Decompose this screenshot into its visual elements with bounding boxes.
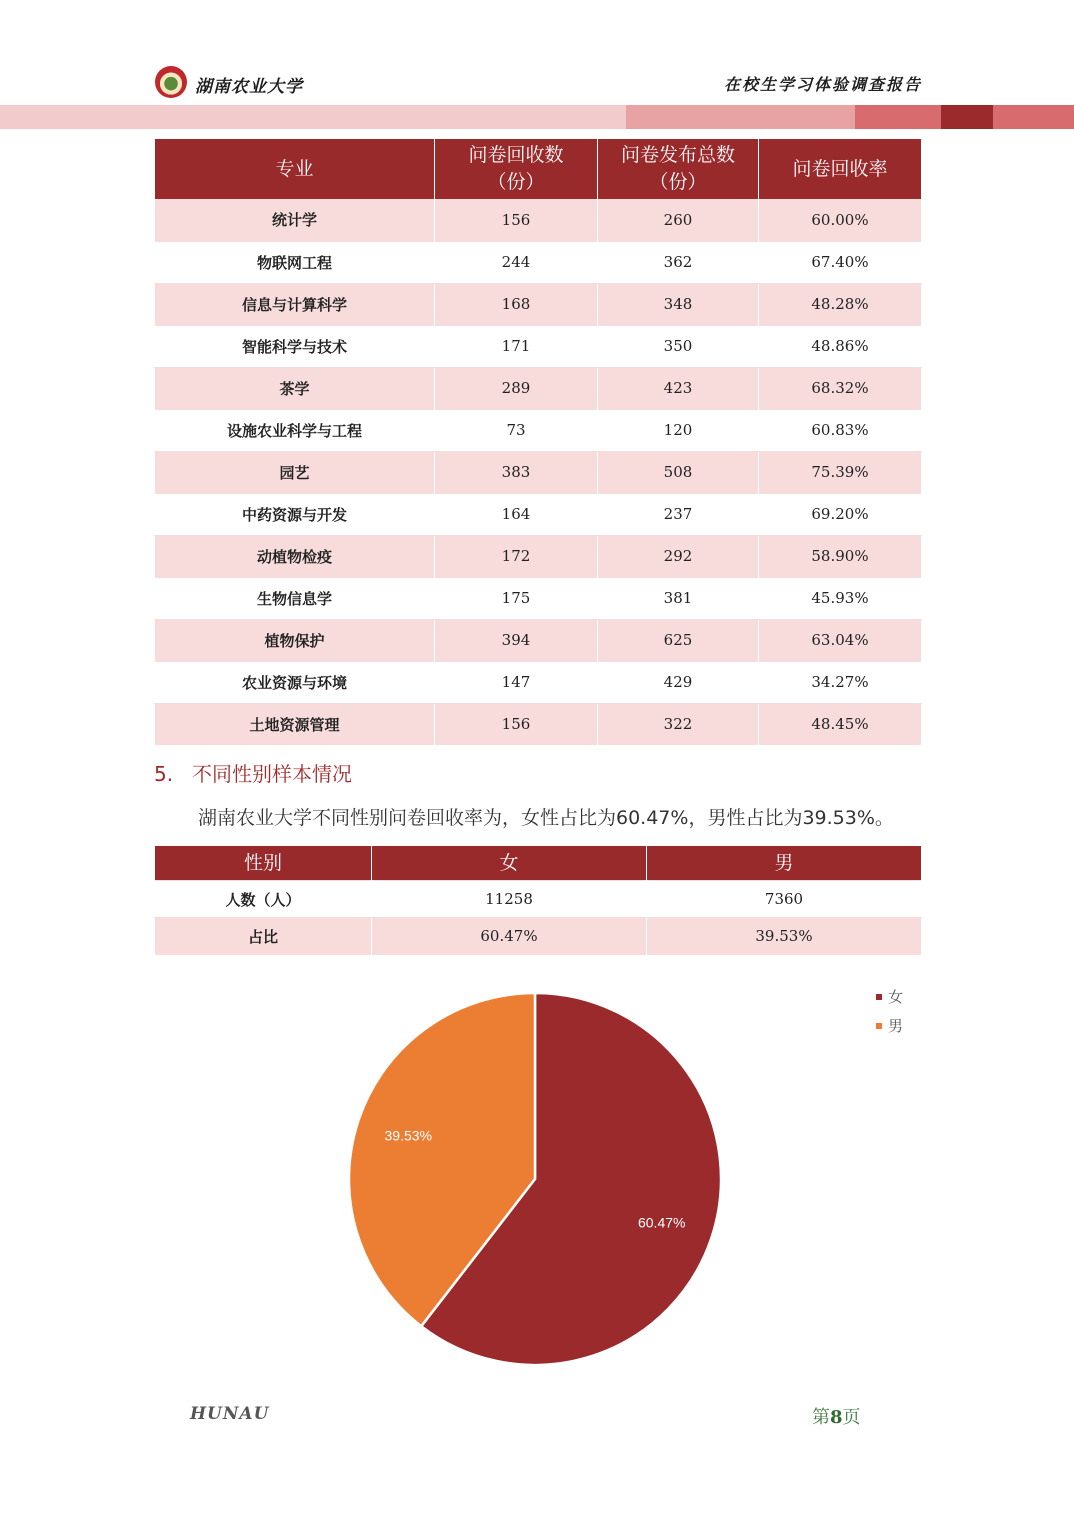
cell-major: 物联网工程 [155, 241, 435, 283]
footer-brand: HUNAU [190, 1404, 270, 1424]
cell-major: 茶学 [155, 367, 435, 409]
cell-returned: 172 [435, 535, 598, 577]
cell-issued: 381 [598, 577, 759, 619]
band-segment [855, 105, 941, 129]
legend-swatch [876, 1023, 882, 1029]
cell-issued: 292 [598, 535, 759, 577]
gender-pie-chart [0, 960, 1074, 1380]
cell-issued: 322 [598, 703, 759, 745]
cell-major: 生物信息学 [155, 577, 435, 619]
section-paragraph: 湖南农业大学不同性别问卷回收率为，女性占比为60.47%，男性占比为39.53%。 [198, 807, 894, 829]
university-logo [155, 66, 187, 98]
table-row [155, 325, 922, 367]
legend-item-female [876, 982, 903, 1011]
cell-rate: 60.00% [759, 199, 922, 241]
cell-major: 智能科学与技术 [155, 325, 435, 367]
table-header-row [155, 846, 922, 881]
legend-label: 女 [888, 988, 904, 1006]
cell-returned: 175 [435, 577, 598, 619]
cell-major: 动植物检疫 [155, 535, 435, 577]
header-rate: 问卷回收率 [759, 139, 922, 199]
table-row [155, 283, 922, 325]
pie-data-label: 39.53% [384, 1127, 433, 1144]
cell-male: 7360 [647, 881, 922, 918]
header-issued: 问卷发布总数 （份） [598, 139, 759, 199]
cell-rate: 34.27% [759, 661, 922, 703]
cell-issued: 423 [598, 367, 759, 409]
table-row [155, 619, 922, 661]
header-female: 女 [372, 846, 647, 881]
pie-data-label: 60.47% [637, 1214, 686, 1231]
cell-major: 统计学 [155, 199, 435, 241]
cell-returned: 289 [435, 367, 598, 409]
table-row [155, 199, 922, 241]
major-response-table [154, 139, 922, 745]
table-row [155, 493, 922, 535]
cell-metric: 人数（人） [155, 881, 372, 918]
cell-issued: 348 [598, 283, 759, 325]
cell-rate: 67.40% [759, 241, 922, 283]
header-gender: 性别 [155, 846, 372, 881]
cell-rate: 45.93% [759, 577, 922, 619]
band-segment [626, 105, 855, 129]
cell-female: 60.47% [372, 918, 647, 955]
cell-metric: 占比 [155, 918, 372, 955]
cell-rate: 68.32% [759, 367, 922, 409]
cell-rate: 48.86% [759, 325, 922, 367]
cell-returned: 156 [435, 703, 598, 745]
cell-returned: 73 [435, 409, 598, 451]
header-male: 男 [647, 846, 922, 881]
legend-item-male [876, 1011, 903, 1040]
cell-rate: 75.39% [759, 451, 922, 493]
cell-returned: 147 [435, 661, 598, 703]
cell-rate: 69.20% [759, 493, 922, 535]
table-row [155, 661, 922, 703]
table-header-row [155, 139, 922, 199]
table-row [155, 241, 922, 283]
cell-issued: 508 [598, 451, 759, 493]
cell-issued: 260 [598, 199, 759, 241]
section-heading [154, 758, 352, 787]
table-row [155, 918, 922, 955]
cell-issued: 625 [598, 619, 759, 661]
cell-returned: 164 [435, 493, 598, 535]
table-row [155, 451, 922, 493]
table-row [155, 577, 922, 619]
cell-returned: 383 [435, 451, 598, 493]
band-segment [0, 105, 626, 129]
cell-major: 中药资源与开发 [155, 493, 435, 535]
table-row [155, 367, 922, 409]
cell-rate: 48.45% [759, 703, 922, 745]
cell-returned: 171 [435, 325, 598, 367]
cell-returned: 156 [435, 199, 598, 241]
cell-issued: 429 [598, 661, 759, 703]
cell-rate: 48.28% [759, 283, 922, 325]
report-title: 在校生学习体验调查报告 [723, 75, 922, 94]
cell-issued: 350 [598, 325, 759, 367]
header-major: 专业 [155, 139, 435, 199]
chart-legend [876, 982, 903, 1040]
cell-returned: 168 [435, 283, 598, 325]
cell-major: 农业资源与环境 [155, 661, 435, 703]
cell-major: 园艺 [155, 451, 435, 493]
legend-label: 男 [888, 1017, 904, 1035]
cell-rate: 58.90% [759, 535, 922, 577]
cell-major: 信息与计算科学 [155, 283, 435, 325]
table-row [155, 703, 922, 745]
band-segment [993, 105, 1074, 129]
page-header [0, 0, 1074, 130]
legend-swatch [876, 994, 882, 1000]
table-row [155, 409, 922, 451]
cell-rate: 60.83% [759, 409, 922, 451]
university-name: 湖南农业大学 [195, 77, 303, 97]
band-segment [941, 105, 993, 129]
page-number: 第8页 [812, 1407, 861, 1428]
table-row [155, 881, 922, 918]
cell-major: 植物保护 [155, 619, 435, 661]
cell-major: 设施农业科学与工程 [155, 409, 435, 451]
section-number: 5. [154, 762, 174, 786]
cell-issued: 237 [598, 493, 759, 535]
cell-returned: 394 [435, 619, 598, 661]
gender-table [154, 846, 922, 955]
cell-female: 11258 [372, 881, 647, 918]
cell-major: 土地资源管理 [155, 703, 435, 745]
header-returned: 问卷回收数 （份） [435, 139, 598, 199]
cell-returned: 244 [435, 241, 598, 283]
cell-male: 39.53% [647, 918, 922, 955]
table-row [155, 535, 922, 577]
section-title: 不同性别样本情况 [192, 762, 352, 786]
cell-rate: 63.04% [759, 619, 922, 661]
cell-issued: 362 [598, 241, 759, 283]
cell-issued: 120 [598, 409, 759, 451]
